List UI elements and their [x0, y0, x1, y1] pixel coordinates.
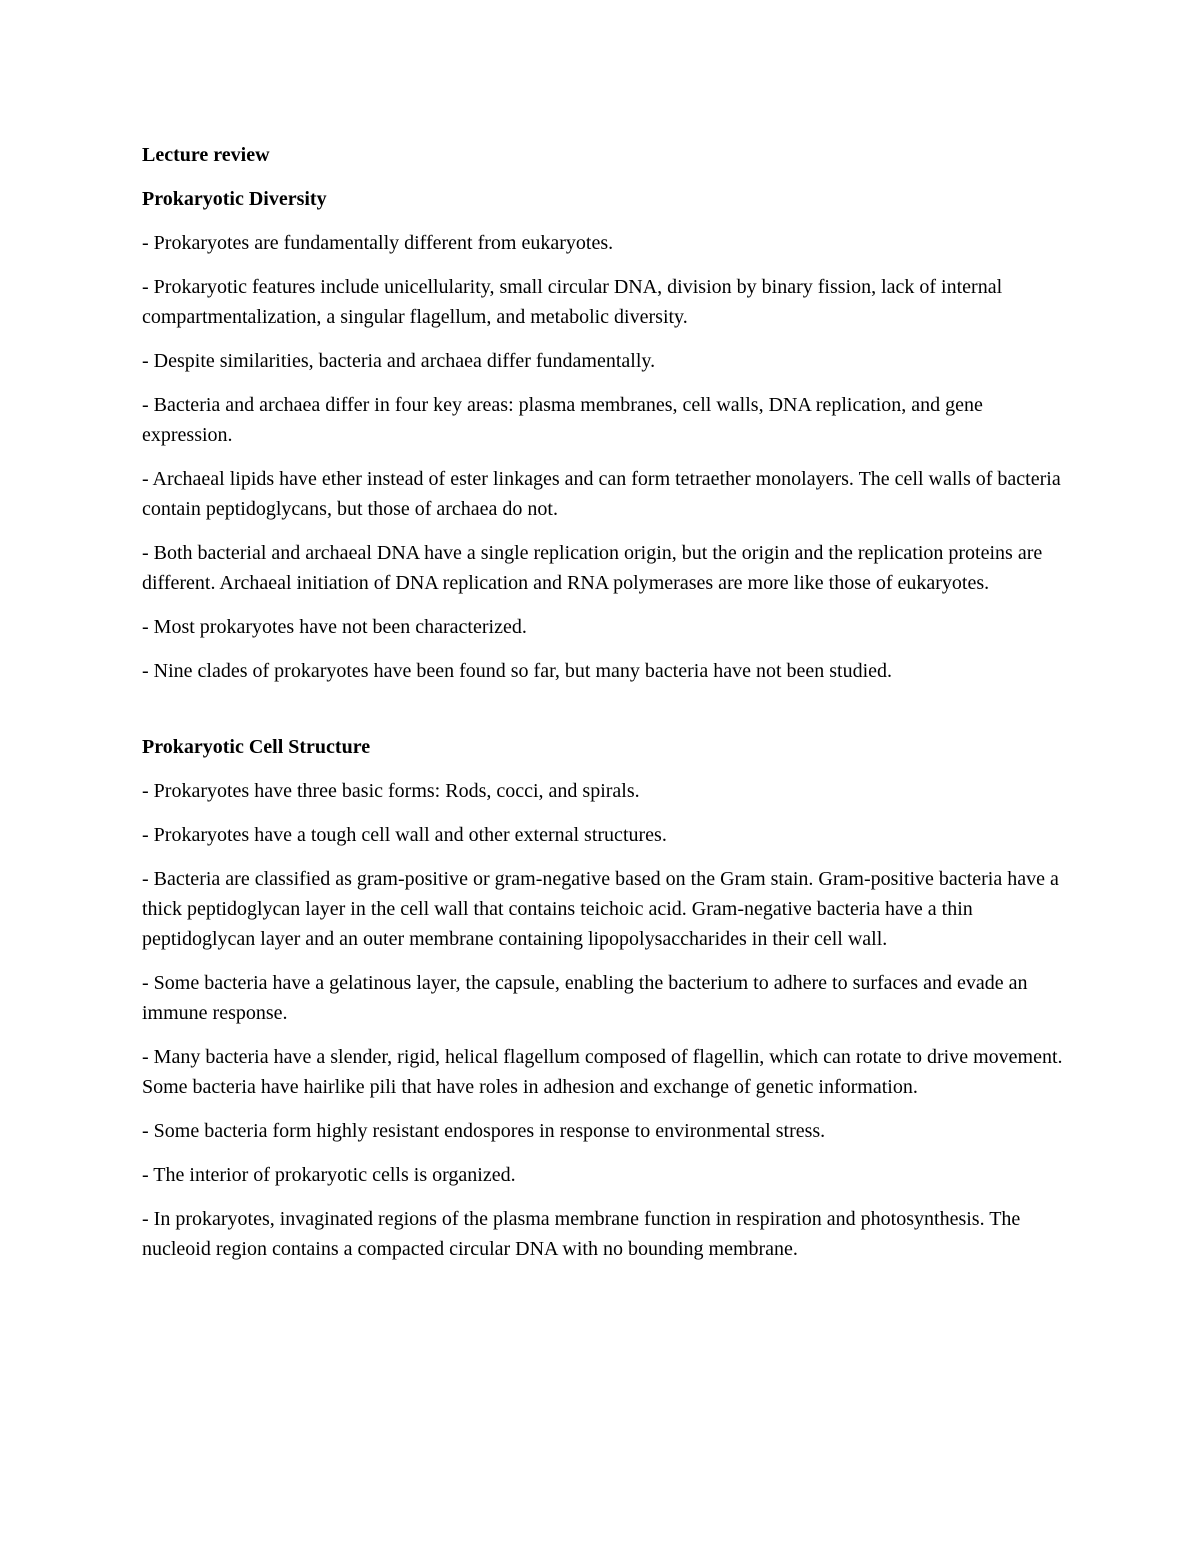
- bullet-item: - Archaeal lipids have ether instead of ester linkages and can form tetraether monolayers. The cell walls of bacteria contain peptidoglycans, but those of archaea do not.: [142, 468, 1061, 520]
- bullet-item: - Despite similarities, bacteria and archaea differ fundamentally.: [142, 350, 656, 372]
- bullet-item: - Many bacteria have a slender, rigid, helical flagellum composed of flagellin, which can rotate to drive movement. Some bacteria have hairlike pili that have roles in adhesion and exchange of genetic information.: [142, 1046, 1063, 1098]
- bullet-item: - In prokaryotes, invaginated regions of the plasma membrane function in respiration and photosynthesis. The nucleoid region contains a compacted circular DNA with no bounding membrane.: [142, 1208, 1021, 1260]
- bullet-item: - The interior of prokaryotic cells is organized.: [142, 1164, 516, 1186]
- bullet-item: - Some bacteria have a gelatinous layer, the capsule, enabling the bacterium to adhere to surfaces and evade an immune response.: [142, 972, 1028, 1024]
- bullet-item: - Prokaryotes have three basic forms: Rods, cocci, and spirals.: [142, 780, 640, 802]
- bullet-item: - Bacteria are classified as gram-positive or gram-negative based on the Gram stain. Gram-positive bacteria have a thick peptidoglycan layer in the cell wall that contains teichoic acid. Gram-negative bacteria have a thin peptidoglycan layer and an outer membrane containing lipopolysaccharides in their cell wall.: [142, 868, 1059, 950]
- bullet-item: - Both bacterial and archaeal DNA have a single replication origin, but the origin and the replication proteins are different. Archaeal initiation of DNA replication and RNA polymerases are more like those of eukaryotes.: [142, 542, 1043, 594]
- section-spacer: [142, 700, 1072, 732]
- bullet-item: - Some bacteria form highly resistant endospores in response to environmental stress.: [142, 1120, 826, 1142]
- bullet-item: - Nine clades of prokaryotes have been found so far, but many bacteria have not been studied.: [142, 660, 893, 682]
- section-heading-prokaryotic-cell-structure: Prokaryotic Cell Structure: [142, 736, 371, 758]
- section-heading-prokaryotic-diversity: Prokaryotic Diversity: [142, 188, 327, 210]
- bullet-item: - Most prokaryotes have not been characterized.: [142, 616, 527, 638]
- bullet-item: - Prokaryotes are fundamentally different from eukaryotes.: [142, 232, 614, 254]
- bullet-item: - Bacteria and archaea differ in four key areas: plasma membranes, cell walls, DNA replication, and gene expression.: [142, 394, 983, 446]
- bullet-item: - Prokaryotes have a tough cell wall and other external structures.: [142, 824, 667, 846]
- document-title: Lecture review: [142, 144, 270, 166]
- bullet-item: - Prokaryotic features include unicellularity, small circular DNA, division by binary fission, lack of internal compartmentalization, a singular flagellum, and metabolic diversity.: [142, 276, 1003, 328]
- document-content: [142, 140, 1072, 1278]
